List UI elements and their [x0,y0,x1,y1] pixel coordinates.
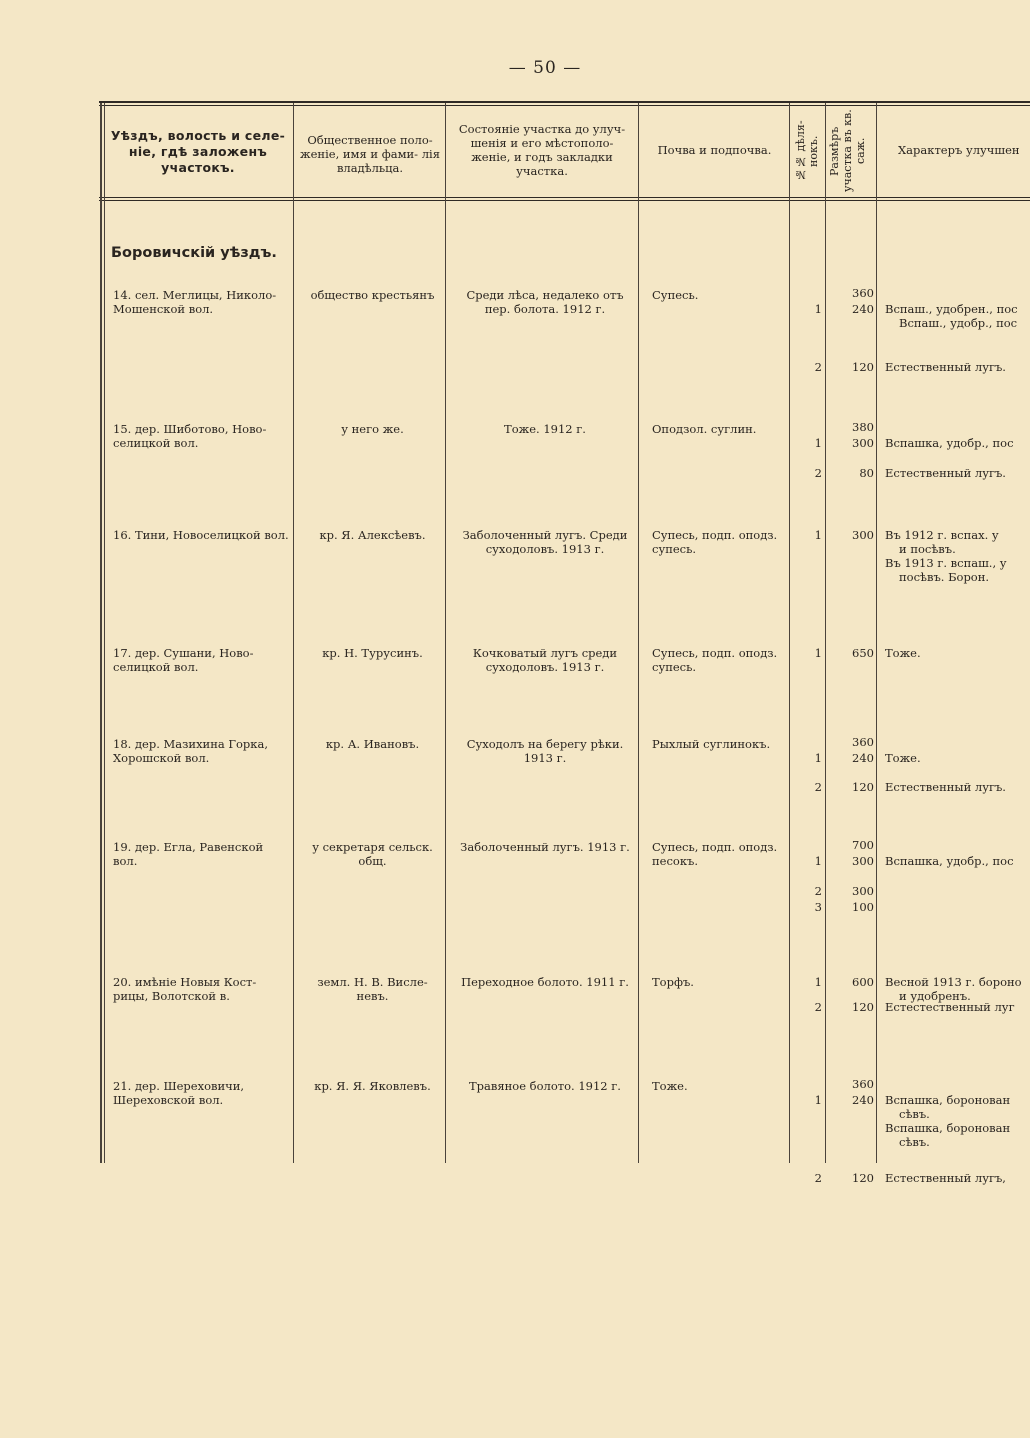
plot-character: Естественный лугъ. [885,360,1006,374]
header-owner: Общественное поло- женіе, имя и фами- лія владѣльца. [300,133,440,175]
plot-character: Естестественный луг [885,1000,1015,1014]
plot-character: Тоже. [885,646,921,660]
col-border-size [876,103,877,1163]
row-owner: кр. А. Ивановъ. [325,737,420,751]
plot-number: 1 [814,646,822,660]
plot-character: и удобренъ. [899,989,971,1003]
row-soil: Торфъ. [652,975,694,989]
row-soil: Супесь, подп. оподз. супесь. [652,646,778,674]
row-soil: Рыхлый суглинокъ. [652,737,771,751]
plot-character: Естественный лугъ. [885,466,1006,480]
row-place: 15. дер. Шиботово, Ново- селицкой вол. [113,422,267,450]
row-state: Кочковатый лугъ среди суходоловъ. 1913 г. [472,646,618,674]
plot-number: 2 [814,1000,822,1014]
row-place: 20. имѣніе Новыя Кост- рицы, Волотской в. [113,975,257,1003]
plot-number: 2 [814,884,822,898]
row-state: Тоже. 1912 г. [504,422,586,436]
plot-character: Въ 1912 г. вспах. у [885,528,999,542]
row-total-size: 360 [852,286,874,300]
row-total-size: 360 [852,1077,874,1091]
col-border-num [825,103,826,1163]
plot-number: 2 [814,360,822,374]
plot-character: сѣвъ. [899,1107,930,1121]
row-soil: Оподзол. суглин. [652,422,757,436]
header-soil: Почва и подпочва. [657,143,772,157]
row-owner: общество крестьянъ [310,288,435,302]
plot-character: Вспашка, удобр., пос [885,854,1014,868]
header-num: №№ дѣля- нокъ. [794,120,820,182]
plot-number: 2 [814,466,822,480]
plot-character: Вспашка, удобр., пос [885,436,1014,450]
row-owner: у секретаря сельск. общ. [312,840,433,868]
header-character: Характеръ улучшен [898,143,1020,157]
plot-character: сѣвъ. [899,1135,930,1149]
row-place: 14. сел. Меглицы, Николо- Мошенской вол. [113,288,277,316]
row-state: Травяное болото. 1912 г. [469,1079,621,1093]
row-place: 18. дер. Мазихина Горка, Хорошской вол. [113,737,268,765]
plot-number: 1 [814,302,822,316]
plot-character: Естественный лугъ. [885,780,1006,794]
plot-size: 120 [852,1171,874,1185]
col-border-owner [445,103,446,1163]
plot-number: 1 [814,975,822,989]
header-rule [99,197,1030,198]
plot-number: 2 [814,780,822,794]
plot-character: Вспаш., удобрен., пос [885,302,1018,316]
plot-number: 3 [814,900,822,914]
district-title: Боровичскій уѣздъ. [111,245,277,261]
row-owner: кр. Я. Алексѣевъ. [319,528,426,542]
plot-number: 1 [814,854,822,868]
row-soil: Супесь. [652,288,699,302]
page-number: — 50 — [508,58,582,78]
header-rule-thin [99,200,1030,201]
plot-size: 120 [852,780,874,794]
col-border-left-inner [104,103,105,1163]
col-border-left [100,103,102,1163]
header-size: Размѣръ участка въ кв. саж. [828,109,867,193]
plot-character: и посѣвъ. [899,542,956,556]
plot-character: Тоже. [885,751,921,765]
row-place: 21. дер. Шереховичи, Шереховской вол. [113,1079,245,1107]
plot-size: 120 [852,1000,874,1014]
row-soil: Супесь, подп. оподз. супесь. [652,528,778,556]
top-rule [99,101,1030,103]
row-soil: Тоже. [652,1079,688,1093]
row-soil: Супесь, подп. оподз. песокъ. [652,840,778,868]
row-state: Переходное болото. 1911 г. [461,975,629,989]
plot-character: Вспаш., удобр., пос [899,316,1018,330]
plot-size: 300 [852,884,874,898]
plot-character: Вспашка, боронован [885,1121,1011,1135]
plot-number: 1 [814,436,822,450]
col-border-soil [789,103,790,1163]
col-border-place [293,103,294,1163]
row-place: 17. дер. Сушани, Ново- селицкой вол. [113,646,254,674]
plot-size: 240 [852,1093,874,1107]
row-state: Заболоченный лугъ. 1913 г. [460,840,630,854]
plot-size: 600 [852,975,874,989]
row-total-size: 380 [852,420,874,434]
top-rule-thin [99,105,1030,106]
row-owner: кр. Н. Турусинъ. [322,646,423,660]
plot-character: Въ 1913 г. вспаш., у [885,556,1007,570]
plot-size: 300 [852,436,874,450]
plot-size: 240 [852,751,874,765]
plot-number: 1 [814,528,822,542]
row-owner: кр. Я. Я. Яковлевъ. [314,1079,431,1093]
plot-size: 650 [852,646,874,660]
plot-character: посѣвъ. Борон. [899,570,990,584]
plot-size: 100 [852,900,874,914]
plot-number: 2 [814,1171,822,1185]
header-place: Уѣздъ, волость и селе- ніе, гдѣ заложенъ участокъ. [110,128,286,175]
plot-character: Весной 1913 г. бороно [885,975,1022,989]
row-state: Суходолъ на берегу рѣки. 1913 г. [466,737,624,765]
header-state: Состояніе участка до улуч- шенія и его мѣстополо- женіе, и годъ закладки участка. [458,122,626,178]
plot-size: 300 [852,854,874,868]
plot-character: Естественный лугъ, [885,1171,1006,1185]
plot-number: 1 [814,751,822,765]
row-total-size: 360 [852,735,874,749]
row-owner: земл. Н. В. Висле- невъ. [317,975,428,1003]
plot-size: 300 [852,528,874,542]
row-state: Заболоченный лугъ. Среди суходоловъ. 1913 г. [462,528,628,556]
col-border-state [638,103,639,1163]
plot-character: Вспашка, боронован [885,1093,1011,1107]
row-state: Среди лѣса, недалеко отъ пер. болота. 1912 г. [466,288,624,316]
row-place: 16. Тини, Новоселицкой вол. [113,528,289,542]
plot-size: 240 [852,302,874,316]
plot-size: 80 [859,466,874,480]
row-place: 19. дер. Егла, Равенской вол. [113,840,264,868]
row-total-size: 700 [852,838,874,852]
plot-number: 1 [814,1093,822,1107]
row-owner: у него же. [341,422,404,436]
plot-size: 120 [852,360,874,374]
